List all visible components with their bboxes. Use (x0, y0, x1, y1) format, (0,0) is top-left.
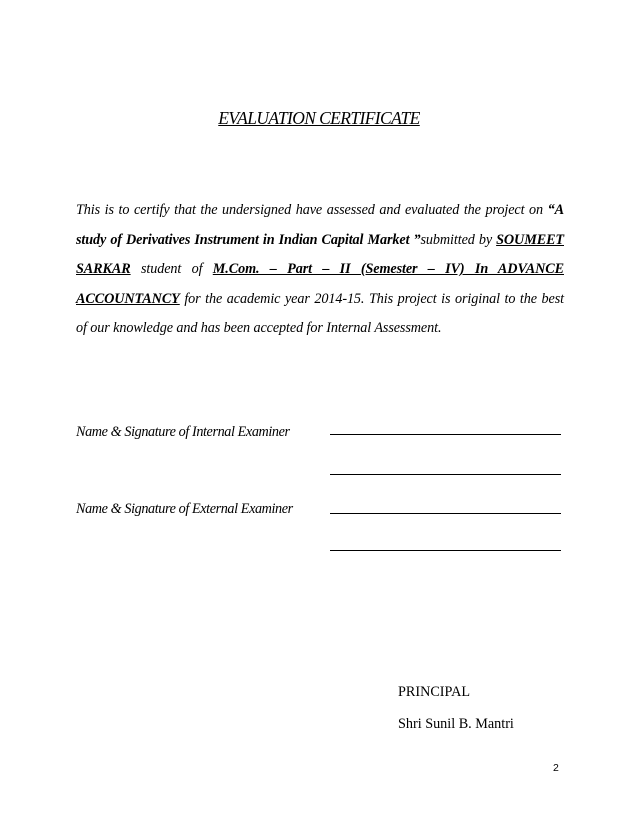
internal-examiner-label: Name & Signature of Internal Examiner (76, 424, 290, 440)
certificate-body (76, 196, 564, 344)
external-signature-line-2 (330, 550, 561, 551)
principal-name: Shri Sunil B. Mantri (398, 716, 514, 732)
page-number: 2 (553, 762, 559, 774)
rest-text: for the academic year 2014-15. This project is original to the best of our knowledge and has been accepted for Internal Assessment. (76, 290, 564, 337)
submitted-text: submitted by (420, 231, 497, 248)
student-name: SOUMEET SARKAR (76, 231, 564, 278)
project-title: “A study of Derivatives Instrument in Indian Capital Market ” (76, 202, 564, 248)
intro-text: This is to certify that the undersigned have assessed and evaluated the project on (76, 202, 548, 218)
external-signature-line (330, 513, 561, 514)
course-name: M.Com. – Part – II (Semester – IV) In ADVANCE ACCOUNTANCY (76, 261, 564, 307)
internal-signature-line-2 (330, 474, 561, 475)
principal-role: PRINCIPAL (398, 684, 471, 700)
certificate-title: EVALUATION CERTIFICATE (218, 108, 420, 128)
internal-signature-line (330, 434, 561, 435)
external-examiner-label: Name & Signature of External Examiner (76, 501, 293, 517)
student-of-text: student of (130, 261, 213, 278)
